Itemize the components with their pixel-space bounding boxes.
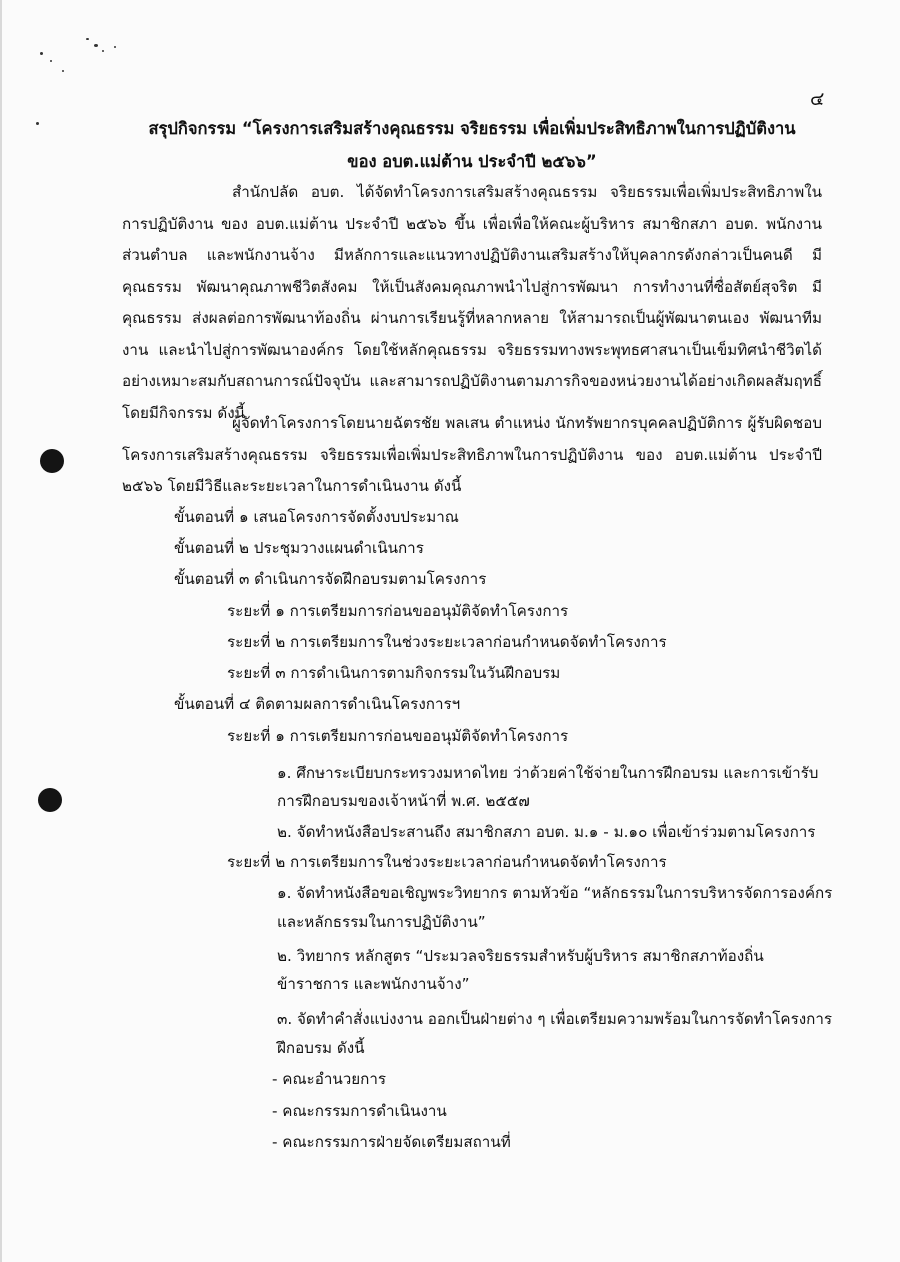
scan-speck	[86, 38, 89, 40]
item-2-2: ๒. วิทยากร หลักสูตร “ประมวลจริยธรรมสำหรับผู้บริหาร สมาชิกสภาท้องถิ่น	[277, 947, 764, 965]
scan-speck	[40, 52, 43, 55]
scan-speck	[114, 46, 116, 48]
scan-speck	[50, 60, 52, 62]
step-3: ขั้นตอนที่ ๓ ดำเนินการจัดฝึกอบรมตามโครงการ	[174, 570, 487, 588]
scan-speck	[62, 70, 64, 72]
item-1-2: ๒. จัดทำหนังสือประสานถึง สมาชิกสภา อบต. ม.๑ - ม.๑๐ เพื่อเข้าร่วมตามโครงการ	[277, 823, 816, 841]
item-2-3-cont: ฝึกอบรม ดังนี้	[277, 1039, 365, 1057]
step-1: ขั้นตอนที่ ๑ เสนอโครงการจัดตั้งงบประมาณ	[174, 508, 459, 526]
scan-speck	[102, 50, 104, 52]
phase-3-3: ระยะที่ ๓ การดำเนินการตามกิจกรรมในวันฝึกอบรม	[227, 664, 561, 682]
item-2-1: ๑. จัดทำหนังสือขอเชิญพระวิทยากร ตามหัวข้อ “หลักธรรมในการบริหารจัดการองค์กร	[277, 884, 833, 902]
title-line-1: สรุปกิจกรรม “โครงการเสริมสร้างคุณธรรม จริยธรรม เพื่อเพิ่มประสิทธิภาพในการปฏิบัติงาน	[148, 119, 796, 138]
committee-3: - คณะกรรมการฝ่ายจัดเตรียมสถานที่	[272, 1133, 511, 1151]
item-2-2-cont: ข้าราชการ และพนักงานจ้าง”	[277, 975, 470, 993]
scan-speck	[36, 122, 39, 125]
paragraph-1	[122, 177, 822, 429]
document-title	[122, 112, 822, 178]
scan-speck	[94, 44, 98, 47]
phase-4-1: ระยะที่ ๑ การเตรียมการก่อนขออนุมัติจัดทำโครงการ	[227, 727, 569, 745]
paragraph-2-text: ผู้จัดทำโครงการโดยนายฉัตรชัย พลเสน ตำแหน่ง นักทรัพยากรบุคคลปฏิบัติการ ผู้รับผิดชอบโครงการเสริมสร้างคุณธรรม จริยธรรมเพื่อเพิ่มประสิทธิภาพในการปฏิบัติงาน ของ อบต.แม่ต้าน ประจำปี ๒๕๖๖ โดยมีวิธีและระยะเวลาในการดำเนินงาน ดังนี้	[122, 414, 822, 495]
page-number: ๔	[810, 88, 825, 110]
phase-4-2: ระยะที่ ๒ การเตรียมการในช่วงระยะเวลาก่อนกำหนดจัดทำโครงการ	[227, 853, 667, 871]
paragraph-2	[122, 408, 822, 503]
item-1-1-cont: การฝึกอบรมของเจ้าหน้าที่ พ.ศ. ๒๕๕๗	[277, 792, 530, 810]
item-2-1-cont: และหลักธรรมในการปฏิบัติงาน”	[277, 913, 486, 931]
step-2: ขั้นตอนที่ ๒ ประชุมวางแผนดำเนินการ	[174, 539, 424, 557]
phase-3-2: ระยะที่ ๒ การเตรียมการในช่วงระยะเวลาก่อนกำหนดจัดทำโครงการ	[227, 633, 667, 651]
committee-1: - คณะอำนวยการ	[272, 1070, 387, 1088]
paragraph-1-text: สำนักปลัด อบต. ได้จัดทำโครงการเสริมสร้างคุณธรรม จริยธรรมเพื่อเพิ่มประสิทธิภาพในการปฏิบัติงาน ของ อบต.แม่ต้าน ประจำปี ๒๕๖๖ ขึ้น เพื่อเพื่อให้คณะผู้บริหาร สมาชิกสภา อบต. พนักงานส่วนตำบล และพนักงานจ้าง มีหลักการและแนวทางปฏิบัติงานเสริมสร้างให้บุคลากรดังกล่าวเป็นคนดี มีคุณธรรม พัฒนาคุณภาพชีวิตสังคม ให้เป็นสังคมคุณภาพนำไปสู่การพัฒนา การทำงานที่ซื่อสัตย์สุจริต มีคุณธรรม ส่งผลต่อการพัฒนาท้องถิ่น ผ่านการเรียนรู้ที่หลากหลาย ให้สามารถเป็นผู้พัฒนาตนเอง พัฒนาทีมงาน และนำไปสู่การพัฒนาองค์กร โดยใช้หลักคุณธรรม จริยธรรมทางพระพุทธศาสนาเป็นเข็มทิศนำชีวิตได้อย่างเหมาะสมกับสถานการณ์ปัจจุบัน และสามารถปฏิบัติงานตามภารกิจของหน่วยงานได้อย่างเกิดผลสัมฤทธิ์ โดยมีกิจกรรม ดังนี้	[122, 183, 822, 422]
phase-3-1: ระยะที่ ๑ การเตรียมการก่อนขออนุมัติจัดทำโครงการ	[227, 602, 569, 620]
title-line-2: ของ อบต.แม่ต้าน ประจำปี ๒๕๖๖”	[347, 152, 597, 171]
committee-2: - คณะกรรมการดำเนินงาน	[272, 1102, 447, 1120]
item-2-3: ๓. จัดทำคำสั่งแบ่งงาน ออกเป็นฝ่ายต่าง ๆ เพื่อเตรียมความพร้อมในการจัดทำโครงการ	[277, 1010, 833, 1028]
step-4: ขั้นตอนที่ ๔ ติดตามผลการดำเนินโครงการฯ	[174, 695, 461, 713]
punch-hole	[38, 788, 62, 812]
item-1-1: ๑. ศึกษาระเบียบกระทรวงมหาดไทย ว่าด้วยค่าใช้จ่ายในการฝึกอบรม และการเข้ารับ	[277, 764, 819, 782]
punch-hole	[40, 449, 64, 473]
